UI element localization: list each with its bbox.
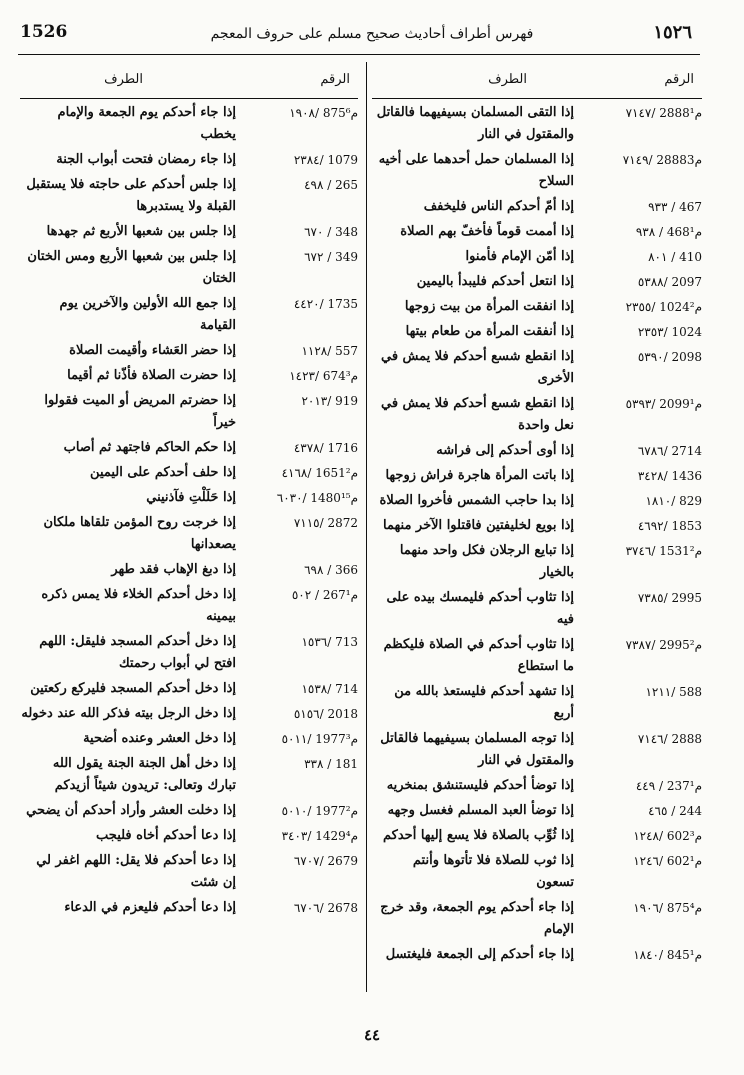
hadith-number: ٥٠١٠/ 1977م² xyxy=(281,804,358,818)
hadith-opening: إذا جاء أحدكم يوم الجمعة والإمام يخطب xyxy=(57,105,236,142)
hadith-opening: إذا أمّ أحدكم الناس فليخفف xyxy=(423,199,574,214)
page-footer-number: ٤٤ xyxy=(363,1026,381,1044)
hadith-number: ١٤٢٣/ 674م³ xyxy=(289,369,358,383)
hadith-number: ٧١٤٦/ 2888 xyxy=(637,732,702,746)
running-title: فهرس أطراف أحاديث صحيح مسلم على حروف المعجم xyxy=(210,26,534,42)
hadith-opening: إذا بدا حاجب الشمس فأخروا الصلاة xyxy=(379,493,574,508)
hadith-number: ٥٣٩٠/ 2098 xyxy=(637,350,702,364)
hadith-opening: إذا جاء أحدكم إلى الجمعة فليغتسل xyxy=(385,947,574,962)
hadith-opening: إذا حضر العَشاء وأقيمت الصلاة xyxy=(69,343,236,358)
hadith-opening: إذا جمع الله الأولين والآخرين يوم القيامة xyxy=(59,296,236,333)
index-entry xyxy=(20,221,358,243)
page-number-latin: 1526 xyxy=(20,22,68,42)
hadith-number: ١٥٣٦/ 713 xyxy=(301,635,358,649)
hadith-number: ٧١٤٩/ 2888م3 xyxy=(622,153,702,167)
hadith-opening: إذا أممت قوماً فأخفّ بهم الصلاة xyxy=(400,224,574,239)
hadith-number: ٧١٤٧/ 2888م¹ xyxy=(625,106,702,120)
hadith-number: ٥٣٩٣/ 2099م¹ xyxy=(625,397,702,411)
hadith-number: ١٨٤٠/ 845م¹ xyxy=(633,948,702,962)
hadith-number: ٦٧٠٦/ 2678 xyxy=(293,901,358,915)
index-entry xyxy=(20,631,358,675)
hadith-opening: إذا دخلت العشر وأراد أحدكم أن يضحي xyxy=(26,803,236,818)
hadith-opening: إذا خرجت روح المؤمن تلقاها ملكان يصعدانها xyxy=(43,515,236,552)
hadith-number: ٣٧٤٦/ 1531م² xyxy=(625,544,702,558)
hadith-opening: إذا حَلَلْتِ فآذنيني xyxy=(146,490,236,505)
hadith-number: ٤١٦٨/ 1651م² xyxy=(281,466,358,480)
index-entry xyxy=(372,221,702,243)
index-entry xyxy=(20,800,358,822)
hadith-number: ٤٦٥ / 244 xyxy=(648,804,702,818)
hadith-number: ٣٤٢٨/ 1436 xyxy=(637,469,702,483)
hadith-number: ٦٧٢ / 349 xyxy=(304,250,358,264)
hadith-number: ٣٣٨ / 181 xyxy=(304,757,358,771)
hadith-opening: إذا حكم الحاكم فاجتهد ثم أصاب xyxy=(63,440,236,455)
hadith-opening: إذا أوى أحدكم إلى فراشه xyxy=(436,443,574,458)
index-entry xyxy=(372,540,702,584)
hadith-opening: إذا انفقت المرأة من بيت زوجها xyxy=(404,299,574,314)
index-entry xyxy=(20,703,358,725)
index-entry xyxy=(20,487,358,509)
hadith-number: ١٢١١/ 588 xyxy=(645,685,702,699)
hadith-number: ٧٣٨٥/ 2995 xyxy=(637,591,702,605)
hadith-opening: إذا دخل الرجل بيته فذكر الله عند دخوله xyxy=(21,706,236,721)
hadith-opening: إذا دخل أحدكم المسجد فليركع ركعتين xyxy=(30,681,236,696)
hadith-number: ٦٧٠٧/ 2679 xyxy=(293,854,358,868)
hadith-number: ٢٣٥٣/ 1024 xyxy=(637,325,702,339)
hadith-opening: إذا تبايع الرجلان فكل واحد منهما بالخيار xyxy=(399,543,574,580)
hadith-number: ٢٠١٣/ 919 xyxy=(301,394,358,408)
hadith-list xyxy=(20,102,358,919)
hadith-number: ٦٧٨٦/ 2714 xyxy=(637,444,702,458)
hadith-number: ٣٤٠٣/ 1429م⁴ xyxy=(281,829,358,843)
index-entry xyxy=(20,559,358,581)
hadith-number: ٦٩٨ / 366 xyxy=(304,563,358,577)
index-entry xyxy=(372,246,702,268)
index-entry xyxy=(20,825,358,847)
index-entry xyxy=(20,462,358,484)
index-entry xyxy=(372,346,702,390)
hadith-opening: إذا تشهد أحدكم فليستعذ بالله من أربع xyxy=(394,684,574,721)
hadith-number: ٢٣٥٥/ 1024م² xyxy=(625,300,702,314)
index-entry xyxy=(20,365,358,387)
index-entry xyxy=(372,825,702,847)
index-entry xyxy=(372,196,702,218)
hadith-number: ٥٠١١/ 1977م³ xyxy=(281,732,358,746)
hadith-number: ٦٧٠ / 348 xyxy=(304,225,358,239)
hadith-number: ٤٤٩ / 237م¹ xyxy=(635,779,702,793)
hadith-opening: إذا حضرت الصلاة فأذّنا ثم أقيما xyxy=(67,368,236,383)
hadith-opening: إذا ثوب للصلاة فلا تأتوها وأنتم تسعون xyxy=(412,853,574,890)
index-entry xyxy=(372,465,702,487)
hadith-opening: إذا دعا أحدكم فليعزم في الدعاء xyxy=(64,900,236,915)
index-entry xyxy=(20,102,358,146)
hadith-opening: إذا بويع لخليفتين فاقتلوا الآخر منهما xyxy=(383,518,574,533)
index-entry xyxy=(20,850,358,894)
index-entry xyxy=(20,340,358,362)
header-rule xyxy=(18,54,700,55)
index-entry xyxy=(20,437,358,459)
index-entry xyxy=(372,800,702,822)
column-header xyxy=(20,62,358,99)
hadith-opening: إذا جاء أحدكم يوم الجمعة، وقد خرج الإمام xyxy=(380,900,574,937)
hadith-opening: إذا توجه المسلمان بسيفيهما فالقاتل والمقتول في النار xyxy=(380,731,574,768)
hadith-opening: إذا المسلمان حمل أحدهما على أخيه السلاح xyxy=(378,152,574,189)
hadith-opening: إذا تثاوب أحدكم في الصلاة فليكظم ما استطاع xyxy=(383,637,574,674)
index-entry xyxy=(372,102,702,146)
index-entry xyxy=(20,246,358,290)
hadith-opening: إذا باتت المرأة هاجرة فراش زوجها xyxy=(385,468,574,483)
index-entry xyxy=(372,149,702,193)
index-entry xyxy=(20,584,358,628)
hadith-opening: إذا دعا أحدكم فلا يقل: اللهم اغفر لي إن شئت xyxy=(36,853,236,890)
hadith-number: ١٥٣٨/ 714 xyxy=(301,682,358,696)
index-entry xyxy=(20,678,358,700)
hadith-opening: إذا دخل أحدكم الخلاء فلا يمس ذكره بيمينه xyxy=(41,587,236,624)
left-column xyxy=(20,62,358,992)
page-number-arabic: ١٥٢٦ xyxy=(653,22,692,43)
right-column xyxy=(372,62,702,992)
hadith-number: ٩٣٣ / 467 xyxy=(648,200,702,214)
hadith-number: ١٢٤٨/ 602م³ xyxy=(633,829,702,843)
hadith-number: ١٢٤٦/ 602م¹ xyxy=(633,854,702,868)
hadith-opening: إذا جلس أحدكم على حاجته فلا يستقبل القبلة ولا يستدبرها xyxy=(26,177,236,214)
index-entry xyxy=(372,681,702,725)
number-column-label: الرقم xyxy=(320,72,350,87)
hadith-number: ١١٢٨/ 557 xyxy=(301,344,358,358)
index-entry xyxy=(372,271,702,293)
hadith-opening: إذا حضرتم المريض أو الميت فقولوا خيراً xyxy=(44,393,236,430)
number-column-label: الرقم xyxy=(664,72,694,87)
text-column-label: الطرف xyxy=(104,72,143,87)
index-entry xyxy=(372,775,702,797)
hadith-number: ٥١٥٦/ 2018 xyxy=(293,707,358,721)
index-entry xyxy=(20,753,358,797)
hadith-number: ٥٠٢ / 267م¹ xyxy=(291,588,358,602)
hadith-number: ٩٣٨ / 468م¹ xyxy=(635,225,702,239)
page-header xyxy=(0,0,744,56)
hadith-opening: إذا دخل أهل الجنة الجنة يقول الله تبارك وتعالى: تريدون شيئاً أزيدكم xyxy=(52,756,236,793)
hadith-opening: إذا ثُوِّب بالصلاة فلا يسع إليها أحدكم xyxy=(383,828,574,843)
index-entry xyxy=(372,490,702,512)
column-header xyxy=(372,62,702,99)
index-entry xyxy=(20,897,358,919)
hadith-opening: إذا انقطع شسع أحدكم فلا يمش في نعل واحدة xyxy=(380,396,574,433)
hadith-number: ١٩٠٦/ 875م⁴ xyxy=(633,901,702,915)
hadith-opening: إذا أنفقت المرأة من طعام بيتها xyxy=(405,324,574,339)
hadith-number: ٦٠٣٠/ 1480م¹⁵ xyxy=(276,491,358,505)
index-entry xyxy=(372,634,702,678)
index-entry xyxy=(20,293,358,337)
index-entry xyxy=(372,587,702,631)
hadith-opening: إذا أمّن الإمام فأمنوا xyxy=(465,249,574,264)
index-entry xyxy=(20,174,358,218)
hadith-opening: إذا التقى المسلمان بسيفيهما فالقاتل والمقتول في النار xyxy=(376,105,574,142)
index-entry xyxy=(20,728,358,750)
hadith-opening: إذا انتعل أحدكم فليبدأ باليمين xyxy=(416,274,574,289)
hadith-opening: إذا حلف أحدكم على اليمين xyxy=(90,465,236,480)
index-entry xyxy=(372,321,702,343)
index-entry xyxy=(372,728,702,772)
hadith-number: ١٩٠٨/ 875م⁶ xyxy=(289,106,358,120)
hadith-number: ٤٦٩٢/ 1853 xyxy=(637,519,702,533)
index-entry xyxy=(20,512,358,556)
hadith-number: ٨٠١ / 410 xyxy=(648,250,702,264)
index-entry xyxy=(372,393,702,437)
hadith-number: ٧١١٥/ 2872 xyxy=(293,516,358,530)
text-column-label: الطرف xyxy=(488,72,527,87)
hadith-number: ٤٩٨ / 265 xyxy=(304,178,358,192)
index-entry xyxy=(372,296,702,318)
hadith-opening: إذا تثاوب أحدكم فليمسك بيده على فيه xyxy=(386,590,574,627)
index-entry xyxy=(372,897,702,941)
hadith-opening: إذا دبغ الإهاب فقد طهر xyxy=(111,562,236,577)
hadith-opening: إذا دخل أحدكم المسجد فليقل: اللهم افتح لي أبواب رحمتك xyxy=(39,634,236,671)
hadith-list xyxy=(372,102,702,966)
hadith-opening: إذا توضأ أحدكم فليستنشق بمنخريه xyxy=(386,778,574,793)
hadith-opening: إذا جاء رمضان فتحت أبواب الجنة xyxy=(56,152,236,167)
hadith-opening: إذا جلس بين شعبها الأربع ومس الختان الختان xyxy=(27,249,236,286)
index-entry xyxy=(372,440,702,462)
index-entry xyxy=(372,515,702,537)
hadith-number: ٤٣٧٨/ 1716 xyxy=(293,441,358,455)
hadith-opening: إذا جلس بين شعبها الأربع ثم جهدها xyxy=(46,224,236,239)
column-divider xyxy=(366,62,367,992)
index-entry xyxy=(372,850,702,894)
hadith-opening: إذا انقطع شسع أحدكم فلا يمش في الأخرى xyxy=(380,349,574,386)
index-entry xyxy=(20,149,358,171)
hadith-number: ١٨١٠/ 829 xyxy=(645,494,702,508)
hadith-number: ٥٣٨٨/ 2097 xyxy=(637,275,702,289)
hadith-number: ٤٤٢٠/ 1735 xyxy=(293,297,358,311)
index-entry xyxy=(20,390,358,434)
hadith-opening: إذا دعا أحدكم أخاه فليجب xyxy=(96,828,236,843)
hadith-opening: إذا توضأ العبد المسلم فغسل وجهه xyxy=(387,803,574,818)
index-entry xyxy=(372,944,702,966)
hadith-number: ٢٣٨٤/ 1079 xyxy=(293,153,358,167)
hadith-number: ٧٣٨٧/ 2995م² xyxy=(625,638,702,652)
hadith-opening: إذا دخل العشر وعنده أضحية xyxy=(83,731,236,746)
